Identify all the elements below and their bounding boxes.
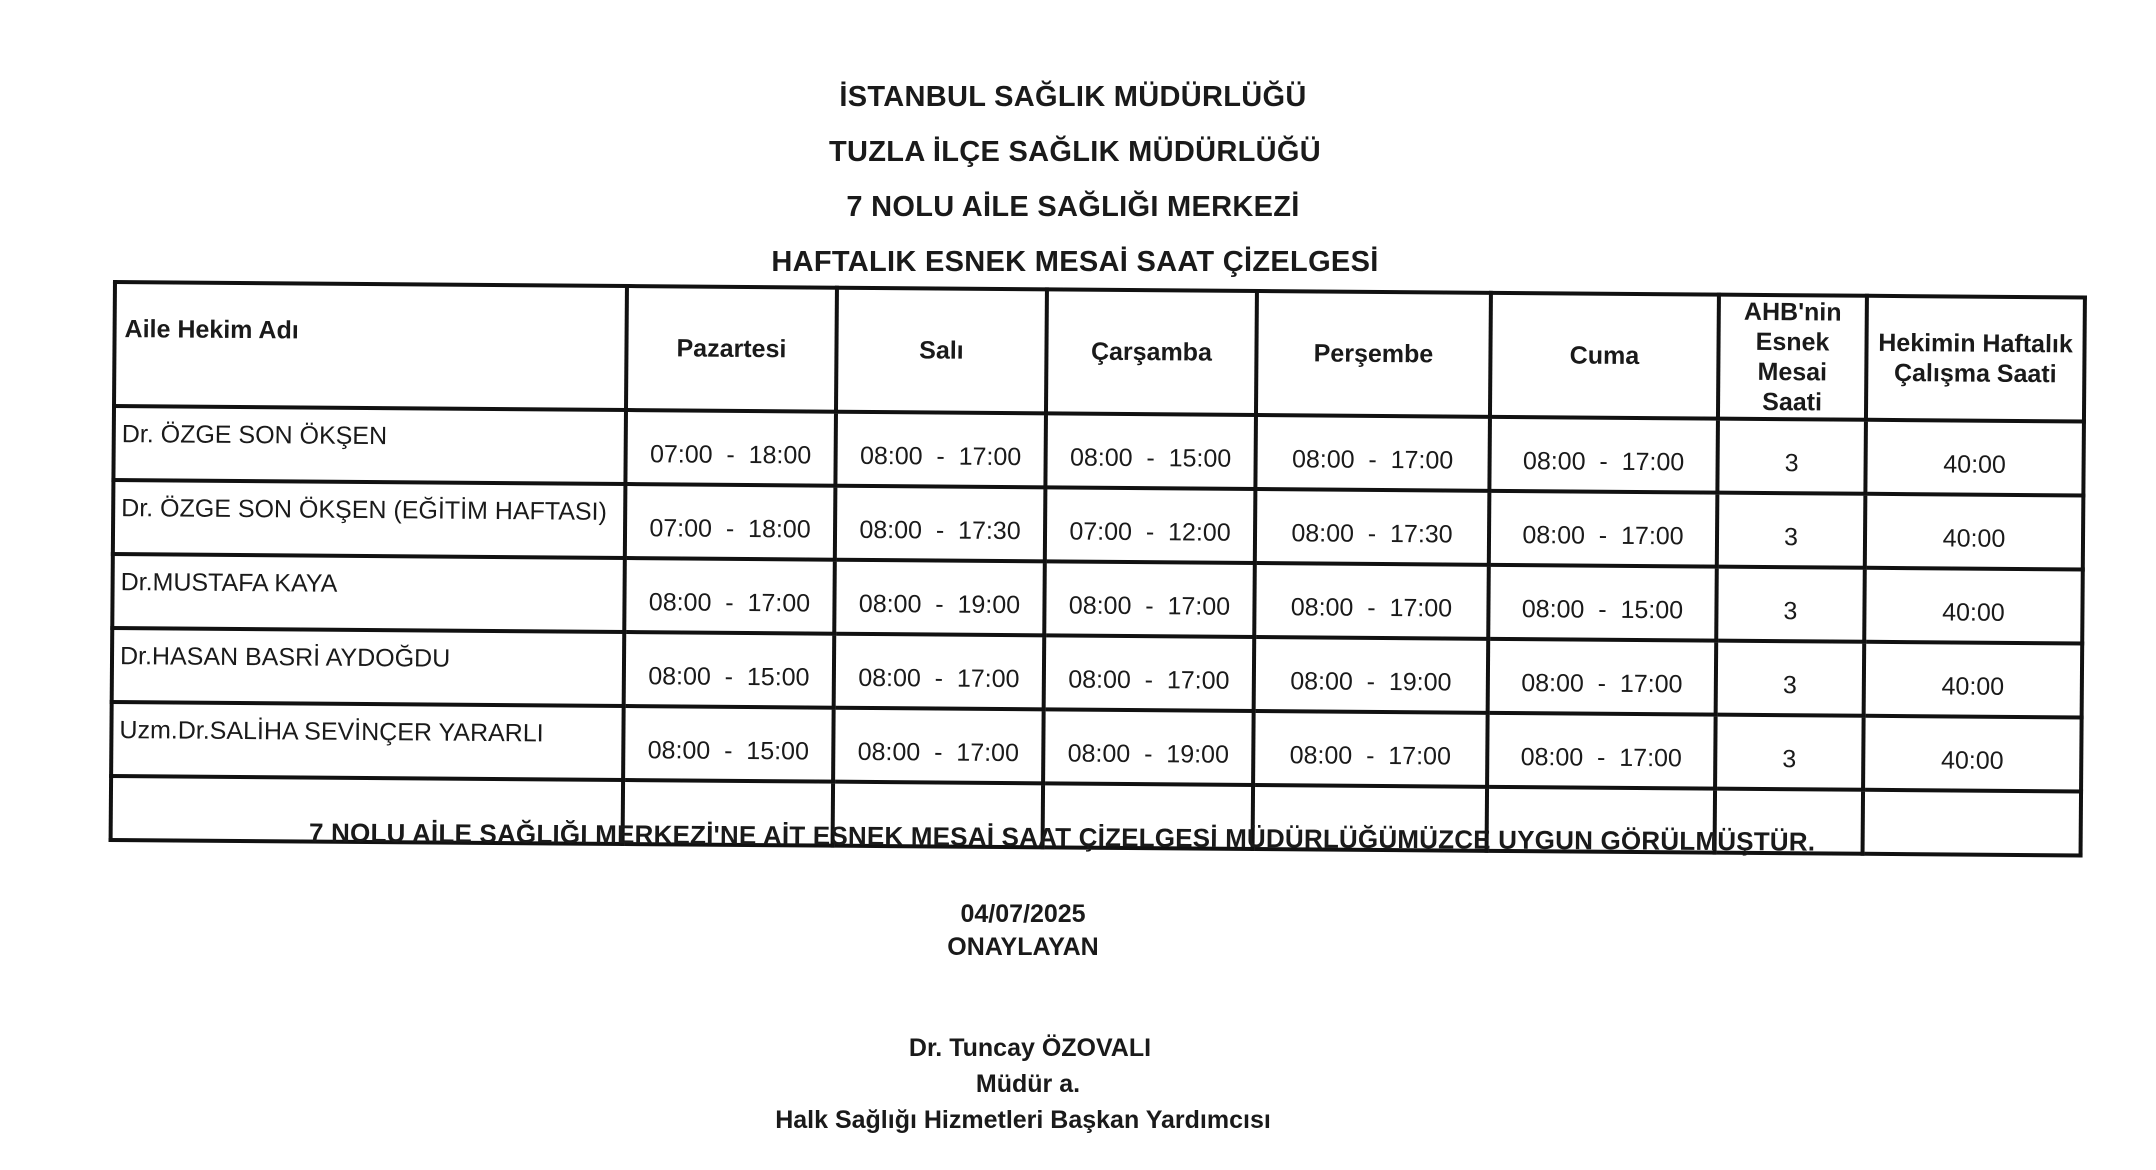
- monday-hours: 07:00 - 18:00: [625, 410, 836, 486]
- monday-hours: 08:00 - 15:00: [623, 706, 834, 782]
- thursday-hours: 08:00 - 19:00: [1254, 637, 1489, 713]
- doctor-name: Dr.HASAN BASRİ AYDOĞDU: [112, 628, 625, 706]
- wednesday-hours: 08:00 - 17:00: [1044, 561, 1255, 637]
- tuesday-hours: 08:00 - 17:30: [835, 486, 1046, 562]
- weekly-hours: 40:00: [1865, 494, 2084, 570]
- thursday-hours: 08:00 - 17:00: [1254, 563, 1489, 639]
- heading-title: HAFTALIK ESNEK MESAİ SAAT ÇİZELGESİ: [771, 246, 1379, 278]
- header-wednesday: Çarşamba: [1046, 289, 1257, 415]
- monday-hours: 08:00 - 15:00: [624, 632, 835, 708]
- wednesday-hours: 08:00 - 17:00: [1044, 635, 1255, 711]
- wednesday-hours: 08:00 - 15:00: [1045, 413, 1256, 489]
- heading-ministry: İSTANBUL SAĞLIK MÜDÜRLÜĞÜ: [839, 81, 1307, 113]
- table-header-row: [114, 282, 2085, 421]
- weekly-hours: 40:00: [1864, 642, 2083, 718]
- friday-hours: 08:00 - 17:00: [1487, 713, 1716, 789]
- friday-hours: 08:00 - 17:00: [1488, 639, 1717, 715]
- friday-hours: 08:00 - 15:00: [1488, 565, 1717, 641]
- ahb-flex-hours: 3: [1716, 641, 1865, 716]
- header-ahb-flex-hours: AHB'nin Esnek Mesai Saati: [1718, 295, 1867, 420]
- approval-note: [0, 817, 2156, 857]
- ahb-flex-hours: 3: [1716, 567, 1865, 642]
- signatory-name: Dr. Tuncay ÖZOVALI: [908, 1034, 1152, 1062]
- ahb-flex-hours: 3: [1717, 493, 1866, 568]
- header-tuesday: Salı: [836, 288, 1047, 414]
- tuesday-hours: 08:00 - 17:00: [835, 412, 1046, 488]
- header-name: Aile Hekim Adı: [114, 282, 627, 410]
- heading-district: TUZLA İLÇE SAĞLIK MÜDÜRLÜĞÜ: [829, 136, 1321, 168]
- doctor-name: Dr.MUSTAFA KAYA: [112, 554, 625, 632]
- approval-date: 04/07/2025: [960, 900, 1086, 928]
- ahb-flex-hours: 3: [1717, 419, 1866, 494]
- doctor-name: Dr. ÖZGE SON ÖKŞEN: [113, 406, 626, 484]
- schedule-table: [109, 280, 2087, 857]
- signatory-role: Müdür a.: [975, 1070, 1081, 1098]
- thursday-hours: 08:00 - 17:30: [1255, 489, 1490, 565]
- wednesday-hours: 07:00 - 12:00: [1045, 487, 1256, 563]
- thursday-hours: 08:00 - 17:00: [1255, 415, 1490, 491]
- header-weekly-hours: Hekimin Haftalık Çalışma Saati: [1866, 296, 2085, 422]
- monday-hours: 08:00 - 17:00: [624, 558, 835, 634]
- weekly-hours: 40:00: [1864, 568, 2083, 644]
- friday-hours: 08:00 - 17:00: [1489, 417, 1718, 493]
- tuesday-hours: 08:00 - 17:00: [834, 634, 1045, 710]
- tuesday-hours: 08:00 - 19:00: [834, 560, 1045, 636]
- thursday-hours: 08:00 - 17:00: [1253, 711, 1488, 787]
- header-monday: Pazartesi: [626, 286, 837, 412]
- header-friday: Cuma: [1490, 293, 1719, 419]
- doctor-name: Dr. ÖZGE SON ÖKŞEN (EĞİTİM HAFTASI): [113, 480, 626, 558]
- weekly-hours: 40:00: [1863, 716, 2082, 792]
- signature-block: [0, 1030, 2156, 1138]
- approval-label: ONAYLAYAN: [947, 933, 1099, 961]
- wednesday-hours: 08:00 - 19:00: [1043, 709, 1254, 785]
- doctor-name: Uzm.Dr.SALİHA SEVİNÇER YARARLI: [111, 702, 624, 780]
- friday-hours: 08:00 - 17:00: [1489, 491, 1718, 567]
- tuesday-hours: 08:00 - 17:00: [833, 708, 1044, 784]
- approval-note-text: 7 NOLU AİLE SAĞLIĞI MERKEZİ'NE AİT ESNEK MESAİ SAAT ÇİZELGESİ MÜDÜRLÜĞÜMÜZCE UYGUN GÖRÜLMÜŞTÜR.: [308, 817, 1816, 857]
- weekly-hours: 40:00: [1865, 420, 2084, 496]
- signatory-title: Halk Sağlığı Hizmetleri Başkan Yardımcısı: [775, 1106, 1271, 1134]
- ahb-flex-hours: 3: [1715, 715, 1864, 790]
- document-headings: [0, 70, 2156, 290]
- header-thursday: Perşembe: [1256, 291, 1491, 417]
- schedule-table-wrapper: [109, 280, 2083, 857]
- monday-hours: 07:00 - 18:00: [625, 484, 836, 560]
- heading-center: 7 NOLU AİLE SAĞLIĞI MERKEZİ: [846, 191, 1300, 223]
- approval-block: [0, 898, 2156, 964]
